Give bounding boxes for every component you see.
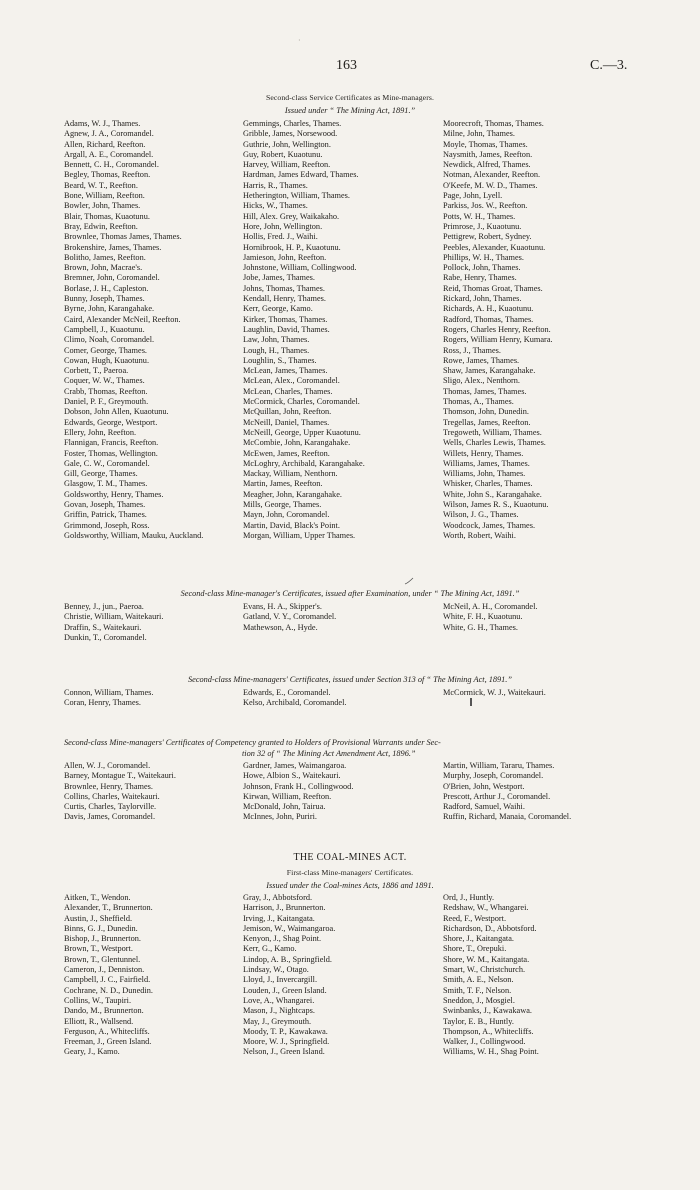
section4-heading-line-2: tion 32 of “ The Mining Act Amendment Act, 1896.” — [242, 749, 416, 758]
list-item: McNeill, George, Upper Kuaotunu. — [243, 427, 361, 437]
list-item: Hore, John, Wellington. — [243, 221, 323, 231]
list-item: Brownlee, Henry, Thames. — [64, 781, 153, 791]
list-item: Goldsworthy, Henry, Thames. — [64, 489, 164, 499]
section1-subheading: Issued under “ The Mining Act, 1891.” — [284, 106, 416, 115]
list-item: Foster, Thomas, Wellington. — [64, 448, 158, 458]
list-item: Geary, J., Kamo. — [64, 1047, 120, 1057]
list-item: Brown, T., Glentunnel. — [64, 954, 141, 964]
ink-mark — [404, 577, 414, 585]
list-item: Thompson, A., Whitecliffs. — [443, 1026, 534, 1036]
list-item: Corbett, T., Paeroa. — [64, 366, 129, 376]
list-item: Mills, George, Thames. — [243, 499, 322, 509]
list-item: Rogers, Charles Henry, Reefton. — [443, 324, 551, 334]
coal-column-2 — [243, 893, 443, 1058]
list-item: Meagher, John, Karangahake. — [243, 489, 342, 499]
section2-column-1 — [64, 602, 244, 643]
list-item: McLoghry, Archibald, Karangahake. — [243, 458, 365, 468]
list-item: McCombie, John, Karangahake. — [243, 438, 351, 448]
coal-column-3 — [443, 893, 658, 1058]
list-item: Rogers, William Henry, Kumara. — [443, 335, 553, 345]
list-item: Aitken, T., Wendon. — [64, 893, 131, 902]
section2-heading: Second-class Mine-manager's Certificates, issued after Examination, under “ The Mining Act, 1891.” — [180, 589, 520, 598]
list-item: Crabb, Thomas, Reefton. — [64, 386, 148, 396]
list-item: Goldsworthy, William, Mauku, Auckland. — [64, 530, 204, 540]
list-item: Ellery, John, Reefton. — [64, 427, 137, 437]
section2-column-2 — [243, 602, 443, 633]
list-item: Irving, J., Kaitangata. — [243, 913, 315, 923]
list-item: Mathewson, A., Hyde. — [243, 622, 318, 632]
list-item: Bone, William, Reefton. — [64, 191, 145, 201]
section1-column-1 — [64, 119, 244, 541]
coal-act-title: THE COAL-MINES ACT. — [293, 852, 407, 863]
list-item: Lindsay, W., Otago. — [243, 965, 309, 975]
list-item: McLean, James, Thames. — [243, 366, 328, 376]
list-item: Mason, J., Nightcaps. — [243, 1006, 315, 1016]
list-item: Barney, Montague T., Waitekauri. — [64, 771, 176, 781]
coal-heading: First-class Mine-managers' Certificates. — [286, 868, 414, 877]
list-item: Thomas, James, Thames. — [443, 386, 527, 396]
list-item: Sneddon, J., Mosgiel. — [443, 995, 515, 1005]
list-item: Campbell, J., Kuaotunu. — [64, 324, 145, 334]
list-item: Brown, T., Westport. — [64, 944, 133, 954]
list-item: Jobe, James, Thames. — [243, 273, 315, 283]
list-item: Love, A., Whangarei. — [243, 995, 315, 1005]
section1-heading: Second-class Service Certificates as Mine-managers. — [266, 93, 434, 102]
list-item: Davis, James, Coromandel. — [64, 812, 156, 822]
section1-column-2 — [243, 119, 448, 541]
list-item: Alexander, T., Brunnerton. — [64, 903, 153, 913]
list-item: Wells, Charles Lewis, Thames. — [443, 438, 546, 448]
list-item: Moorecroft, Thomas, Thames. — [443, 119, 544, 128]
list-item: Prescott, Arthur J., Coromandel. — [443, 791, 551, 801]
list-item: Newdick, Alfred, Thames. — [443, 160, 531, 170]
list-item: Woodcock, James, Thames. — [443, 520, 536, 530]
list-item: O'Brien, John, Westport. — [443, 781, 525, 791]
list-item: Byrne, John, Karangahake. — [64, 304, 155, 314]
list-item: Primrose, J., Kuaotunu. — [443, 221, 522, 231]
list-item: White, John S., Karangahake. — [443, 489, 542, 499]
list-item: Rowe, James, Thames. — [443, 355, 520, 365]
list-item: Smith, A. E., Nelson. — [443, 975, 514, 985]
list-item: Adams, W. J., Thames. — [64, 119, 141, 128]
list-item: Reed, F., Westport. — [443, 913, 507, 923]
list-item: Shore, T., Orepuki. — [443, 944, 507, 954]
list-item: Bremner, John, Coromandel. — [64, 273, 160, 283]
list-item: Willets, Henry, Thames. — [443, 448, 524, 458]
page-number: 163 — [336, 58, 357, 73]
section3-column-3 — [443, 688, 653, 698]
list-item: May, J., Greymouth. — [243, 1016, 312, 1026]
list-item: Worth, Robert, Waihi. — [443, 530, 516, 540]
list-item: Bray, Edwin, Reefton. — [64, 221, 138, 231]
section3-heading: Second-class Mine-managers' Certificates, issued under Section 313 of “ The Mining Act, 1891.” — [187, 675, 512, 684]
list-item: Williams, John, Thames. — [443, 469, 526, 479]
list-item: McCormick, W. J., Waitekauri. — [443, 688, 546, 697]
list-item: McLean, Charles, Thames. — [243, 386, 333, 396]
list-item: Binns, G. J., Dunedin. — [64, 923, 138, 933]
list-item: Naysmith, James, Reefton. — [443, 149, 533, 159]
list-item: Elliott, R., Wallsend. — [64, 1016, 134, 1026]
list-item: Kirker, Thomas, Thames. — [243, 314, 328, 324]
list-item: Mayn, John, Coromandel. — [243, 510, 330, 520]
list-item: McQuillan, John, Reefton. — [243, 407, 332, 417]
list-item: Gribble, James, Norsewood. — [243, 129, 338, 139]
list-item: McNeill, Daniel, Thames. — [243, 417, 330, 427]
list-item: Jamieson, John, Reefton. — [243, 252, 327, 262]
list-item: Dunkin, T., Coromandel. — [64, 632, 147, 642]
list-item: Collins, Charles, Waitekauri. — [64, 791, 160, 801]
list-item: Johnson, Frank H., Collingwood. — [243, 781, 354, 791]
list-item: Gray, J., Abbotsford. — [243, 893, 313, 902]
list-item: Govan, Joseph, Thames. — [64, 499, 146, 509]
list-item: Dando, M., Brunnerton. — [64, 1006, 144, 1016]
list-item: White, G. H., Thames. — [443, 622, 518, 632]
section4-column-1 — [64, 761, 244, 823]
list-item: Martin, James, Reefton. — [243, 479, 323, 489]
list-item: Harvey, William, Reefton. — [243, 160, 331, 170]
list-item: Milne, John, Thames. — [443, 129, 515, 139]
section4-column-2 — [243, 761, 443, 823]
list-item: Whisker, Charles, Thames. — [443, 479, 533, 489]
list-item: Morgan, William, Upper Thames. — [243, 530, 356, 540]
list-item: Pollock, John, Thames. — [443, 263, 521, 273]
list-item: Parkiss, Jos. W., Reefton. — [443, 201, 528, 211]
ink-tick — [470, 698, 472, 706]
list-item: Williams, James, Thames. — [443, 458, 530, 468]
list-item: McDonald, John, Tairua. — [243, 802, 326, 812]
list-item: Thomson, John, Dunedin. — [443, 407, 529, 417]
list-item: Sligo, Alex., Nenthorn. — [443, 376, 520, 386]
list-item: Hornibrook, H. P., Kuaotunu. — [243, 242, 341, 252]
list-item: Edwards, George, Westport. — [64, 417, 158, 427]
list-item: Taylor, E. B., Huntly. — [443, 1016, 514, 1026]
list-item: Walker, J., Collingwood. — [443, 1037, 526, 1047]
list-item: Williams, W. H., Shag Point. — [443, 1047, 539, 1057]
list-item: McLean, Alex., Coromandel. — [243, 376, 340, 386]
list-item: Harrison, J., Brunnerton. — [243, 903, 326, 913]
list-item: Kerr, G., Kamo. — [243, 944, 297, 954]
list-item: McNeil, A. H., Coromandel. — [443, 602, 538, 611]
list-item: Brokenshire, James, Thames. — [64, 242, 162, 252]
list-item: Page, John, Lyell. — [443, 191, 503, 201]
list-item: Tregoweth, William, Thames. — [443, 427, 542, 437]
list-item: Wilson, J. G., Thames. — [443, 510, 519, 520]
list-item: Bishop, J., Brunnerton. — [64, 934, 141, 944]
list-item: McCormick, Charles, Coromandel. — [243, 397, 360, 407]
list-item: Kirwan, William, Reefton. — [243, 791, 332, 801]
list-item: Phillips, W. H., Thames. — [443, 252, 524, 262]
section4-column-3 — [443, 761, 668, 823]
list-item: Shore, W. M., Kaitangata. — [443, 954, 530, 964]
list-item: Tregellas, James, Reefton. — [443, 417, 531, 427]
list-item: Pettigrew, Robert, Sydney. — [443, 232, 532, 242]
list-item: Agnew, J. A., Coromandel. — [64, 129, 154, 139]
list-item: Griffin, Patrick, Thames. — [64, 510, 147, 520]
list-item: Moyle, Thomas, Thames. — [443, 139, 528, 149]
list-item: Beard, W. T., Reefton. — [64, 180, 138, 190]
list-item: Peebles, Alexander, Kuaotunu. — [443, 242, 546, 252]
section3-column-1 — [64, 688, 244, 709]
list-item: Kerr, George, Kamo. — [243, 304, 313, 314]
list-item: Richards, A. H., Kuaotunu. — [443, 304, 534, 314]
list-item: Lloyd, J., Invercargill. — [243, 975, 318, 985]
list-item: Begley, Thomas, Reefton. — [64, 170, 151, 180]
list-item: Hill, Alex. Grey, Waikakaho. — [243, 211, 340, 221]
list-item: Bennett, C. H., Coromandel. — [64, 160, 159, 170]
page-speck: · — [298, 36, 301, 45]
list-item: Johns, Thomas, Thames. — [243, 283, 325, 293]
list-item: Martin, David, Black's Point. — [243, 520, 340, 530]
list-item: Coquer, W. W., Thames. — [64, 376, 145, 386]
list-item: Hicks, W., Thames. — [243, 201, 308, 211]
list-item: Allen, Richard, Reefton. — [64, 139, 146, 149]
list-item: Kendall, Henry, Thames. — [243, 294, 326, 304]
list-item: Curtis, Charles, Taylorville. — [64, 802, 157, 812]
list-item: Gill, George, Thames. — [64, 469, 138, 479]
list-item: Flannigan, Francis, Reefton. — [64, 438, 159, 448]
list-item: Grimmond, Joseph, Ross. — [64, 520, 150, 530]
list-item: Connon, William, Thames. — [64, 688, 154, 697]
list-item: Brown, John, Macrae's. — [64, 263, 143, 273]
list-item: Radford, Thomas, Thames. — [443, 314, 534, 324]
list-item: Gemmings, Charles, Thames. — [243, 119, 342, 128]
list-item: Austin, J., Sheffield. — [64, 913, 133, 923]
section1-column-3 — [443, 119, 658, 541]
list-item: Smart, W., Christchurch. — [443, 965, 526, 975]
list-item: Rickard, John, Thames. — [443, 294, 522, 304]
list-item: Bunny, Joseph, Thames. — [64, 294, 145, 304]
list-item: Allen, W. J., Coromandel. — [64, 761, 151, 770]
list-item: Bowler, John, Thames. — [64, 201, 141, 211]
list-item: O'Keefe, M. W. D., Thames. — [443, 180, 538, 190]
list-item: Edwards, E., Coromandel. — [243, 688, 331, 697]
list-item: Hardman, James Edward, Thames. — [243, 170, 359, 180]
list-item: Richardson, D., Abbotsford. — [443, 923, 537, 933]
coal-subheading: Issued under the Coal-mines Acts, 1886 and 1891. — [266, 881, 434, 890]
list-item: Laughlin, David, Thames. — [243, 324, 330, 334]
list-item: Howe, Albion S., Waitekauri. — [243, 771, 341, 781]
list-item: Bolitho, James, Reefton. — [64, 252, 146, 262]
list-item: Collins, W., Taupiri. — [64, 995, 132, 1005]
list-item: Brownlee, Thomas James, Thames. — [64, 232, 182, 242]
list-item: White, F. H., Kuaotunu. — [443, 612, 523, 622]
list-item: Kelso, Archibald, Coromandel. — [243, 698, 347, 708]
parliamentary-reference: C.—3. — [590, 58, 628, 73]
list-item: Daniel, P. F., Greymouth. — [64, 397, 149, 407]
list-item: Notman, Alexander, Reefton. — [443, 170, 541, 180]
list-item: Radford, Samuel, Waihi. — [443, 802, 525, 812]
list-item: Climo, Noah, Coromandel. — [64, 335, 155, 345]
list-item: Gardner, James, Waimangaroa. — [243, 761, 347, 770]
list-item: Swinbanks, J., Kawakawa. — [443, 1006, 532, 1016]
list-item: Hetherington, William, Thames. — [243, 191, 350, 201]
list-item: Glasgow, T. M., Thames. — [64, 479, 148, 489]
list-item: Ross, J., Thames. — [443, 345, 501, 355]
list-item: Moore, W. J., Springfield. — [243, 1037, 330, 1047]
list-item: Nelson, J., Green Island. — [243, 1047, 325, 1057]
list-item: Gale, C. W., Coromandel. — [64, 458, 150, 468]
section3-column-2 — [243, 688, 443, 709]
list-item: Draffin, S., Waitekauri. — [64, 622, 142, 632]
section4-heading-line-1: Second-class Mine-managers' Certificates of Competency granted to Holders of Provisional Warrants under Sec- — [64, 738, 441, 747]
list-item: Johnstone, William, Collingwood. — [243, 263, 357, 273]
list-item: Reid, Thomas Groat, Thames. — [443, 283, 543, 293]
list-item: Mackay, William, Nenthorn. — [243, 469, 338, 479]
list-item: Potts, W. H., Thames. — [443, 211, 516, 221]
list-item: Loughlin, S., Thames. — [243, 355, 317, 365]
list-item: Benney, J., jun., Paeroa. — [64, 602, 144, 611]
list-item: Ruffin, Richard, Manaia, Coromandel. — [443, 812, 572, 822]
list-item: Martin, William, Tararu, Thames. — [443, 761, 555, 770]
list-item: Moody, T. P., Kawakawa. — [243, 1026, 328, 1036]
list-item: Christie, William, Waitekauri. — [64, 612, 164, 622]
list-item: Dobson, John Allen, Kuaotunu. — [64, 407, 169, 417]
list-item: Law, John, Thames. — [243, 335, 310, 345]
list-item: Blair, Thomas, Kuaotunu. — [64, 211, 150, 221]
list-item: McEwen, James, Reefton. — [243, 448, 330, 458]
list-item: Borlase, J. H., Capleston. — [64, 283, 149, 293]
list-item: Cochrane, N. D., Dunedin. — [64, 985, 153, 995]
list-item: Harris, R., Thames. — [243, 180, 308, 190]
list-item: Caird, Alexander McNeil, Reefton. — [64, 314, 181, 324]
list-item: Coran, Henry, Thames. — [64, 698, 141, 708]
list-item: Cameron, J., Denniston. — [64, 965, 145, 975]
list-item: Smith, T. F., Nelson. — [443, 985, 512, 995]
list-item: Comer, George, Thames. — [64, 345, 148, 355]
list-item: McInnes, John, Puriri. — [243, 812, 317, 822]
list-item: Hollis, Fred. J., Waihi. — [243, 232, 318, 242]
list-item: Gatland, V. Y., Coromandel. — [243, 612, 337, 622]
list-item: Kenyon, J., Shag Point. — [243, 934, 322, 944]
list-item: Cowan, Hugh, Kuaotunu. — [64, 355, 150, 365]
list-item: Murphy, Joseph, Coromandel. — [443, 771, 544, 781]
list-item: Redshaw, W., Whangarei. — [443, 903, 529, 913]
list-item: Jemison, W., Waimangaroa. — [243, 923, 336, 933]
section2-column-3 — [443, 602, 653, 633]
list-item: Evans, H. A., Skipper's. — [243, 602, 322, 611]
list-item: Guthrie, John, Wellington. — [243, 139, 331, 149]
list-item: Guy, Robert, Kuaotunu. — [243, 149, 323, 159]
list-item: Campbell, J. C., Fairfield. — [64, 975, 151, 985]
list-item: Ord, J., Huntly. — [443, 893, 495, 902]
list-item: Freeman, J., Green Island. — [64, 1037, 152, 1047]
list-item: Wilson, James R. S., Kuaotunu. — [443, 499, 549, 509]
coal-column-1 — [64, 893, 244, 1058]
list-item: Shore, J., Kaitangata. — [443, 934, 514, 944]
list-item: Shaw, James, Karangahake. — [443, 366, 536, 376]
list-item: Argall, A. E., Coromandel. — [64, 149, 154, 159]
list-item: Ferguson, A., Whitecliffs. — [64, 1026, 150, 1036]
list-item: Rabe, Henry, Thames. — [443, 273, 517, 283]
list-item: Lough, H., Thames. — [243, 345, 310, 355]
list-item: Louden, J., Green Island. — [243, 985, 327, 995]
list-item: Lindop, A. B., Springfield. — [243, 954, 332, 964]
list-item: Thomas, A., Thames. — [443, 397, 514, 407]
